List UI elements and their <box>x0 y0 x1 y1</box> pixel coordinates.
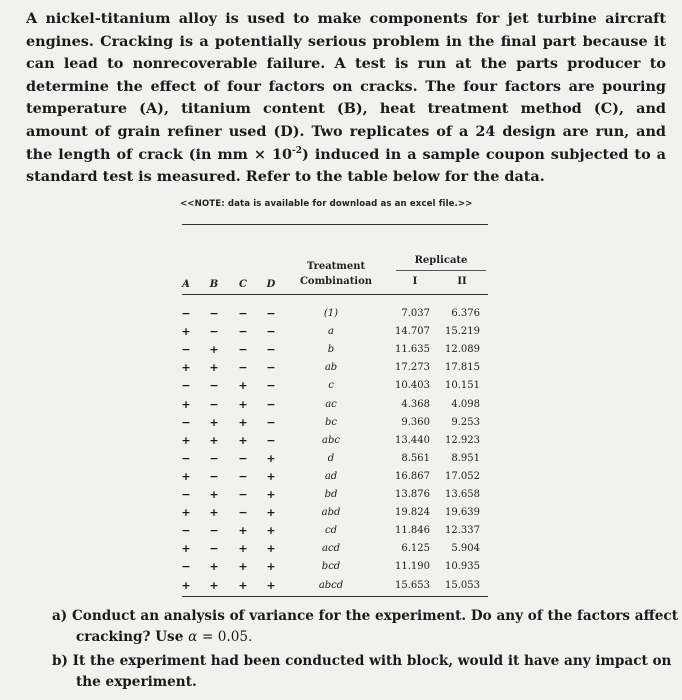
sign-b: + <box>209 343 219 357</box>
sign-d: + <box>266 578 276 592</box>
problem-statement <box>26 8 666 189</box>
sign-a: + <box>181 578 191 592</box>
replicate-1-value: 7.037 <box>401 308 430 319</box>
replicate-1-value: 11.635 <box>395 344 430 356</box>
replicate-2-value: 5.904 <box>451 543 480 555</box>
sign-b: − <box>209 451 219 465</box>
problem-text: A nickel-titanium alloy is used to make components for jet turbine aircraft engines. Cracking is a potentially serious problem in the final part because it can lead to nonrecoverable failure. A test is run at the parts producer to determine the effect of four factors on cracks. The four factors are pouring temperature (A), titanium content (B), heat treatment method (C), and amount of grain refiner used (D). Two replicates of a 24 design are run, and the length of crack (in mm × 10 <box>26 10 666 163</box>
replicate-2-value: 13.658 <box>445 489 480 500</box>
replicate-2-value: 17.815 <box>445 362 480 374</box>
alpha-symbol: α <box>188 629 198 645</box>
sign-d: − <box>266 433 276 447</box>
sign-d: + <box>266 542 276 556</box>
header-d: D <box>266 279 276 290</box>
sign-d: + <box>266 451 276 465</box>
question-b-line2: the experiment. <box>76 674 197 690</box>
sign-a: − <box>181 524 191 538</box>
treatment-combination: abd <box>321 507 341 519</box>
treatment-combination: d <box>327 452 335 464</box>
replicate-2-value: 10.935 <box>445 561 480 573</box>
sign-d: − <box>266 307 276 320</box>
alpha-value: = 0.05. <box>202 629 253 645</box>
sign-b: + <box>209 560 219 574</box>
sign-d: + <box>266 524 276 538</box>
sign-c: + <box>238 524 248 538</box>
treatment-combination: abc <box>322 434 340 446</box>
sign-b: + <box>209 415 219 429</box>
sign-a: + <box>181 433 191 447</box>
sign-d: − <box>266 343 276 357</box>
replicate-2-value: 12.923 <box>445 434 480 446</box>
replicate-1-value: 13.876 <box>395 489 430 500</box>
sign-d: − <box>266 415 276 429</box>
sign-a: − <box>181 560 191 574</box>
sign-c: + <box>238 560 248 574</box>
table-bottom-rule <box>182 596 488 597</box>
header-replicate: Replicate <box>414 255 468 266</box>
sign-a: + <box>181 542 191 556</box>
sign-a: − <box>181 307 191 320</box>
replicate-2-value: 15.053 <box>445 579 480 591</box>
replicate-rule <box>396 270 486 271</box>
replicate-2-value: 6.376 <box>451 308 480 319</box>
sign-b: + <box>209 578 219 592</box>
sign-b: − <box>209 397 219 411</box>
sign-c: − <box>238 488 248 501</box>
treatment-combination: cd <box>324 525 337 537</box>
replicate-1-value: 13.440 <box>395 434 430 446</box>
sign-a: + <box>181 361 191 375</box>
sign-c: − <box>238 325 248 339</box>
sign-a: + <box>181 469 191 483</box>
sign-d: − <box>266 379 276 393</box>
header-rep1: I <box>412 276 418 287</box>
header-rep2: II <box>457 276 467 287</box>
sign-c: − <box>238 361 248 375</box>
treatment-combination: (1) <box>323 308 339 319</box>
sign-b: − <box>209 469 219 483</box>
replicate-1-value: 8.561 <box>401 452 430 464</box>
sign-a: + <box>181 325 191 339</box>
sign-b: + <box>209 506 219 520</box>
sign-b: + <box>209 361 219 375</box>
replicate-1-value: 16.867 <box>395 470 430 482</box>
sign-a: + <box>181 397 191 411</box>
sign-c: − <box>238 451 248 465</box>
replicate-1-value: 9.360 <box>401 416 430 428</box>
sign-a: − <box>181 415 191 429</box>
replicate-1-value: 17.273 <box>395 362 430 374</box>
sign-c: − <box>238 469 248 483</box>
treatment-combination: c <box>328 380 334 392</box>
header-c: C <box>239 279 247 290</box>
treatment-combination: bcd <box>321 561 341 573</box>
replicate-1-value: 19.824 <box>395 507 430 519</box>
sign-d: − <box>266 397 276 411</box>
replicate-2-value: 12.337 <box>445 525 480 537</box>
header-a: A <box>182 279 190 290</box>
sign-b: + <box>209 433 219 447</box>
replicate-1-value: 14.707 <box>395 326 430 338</box>
sign-d: − <box>266 325 276 339</box>
sign-a: + <box>181 506 191 520</box>
sign-a: − <box>181 379 191 393</box>
treatment-combination: a <box>328 326 334 338</box>
replicate-2-value: 10.151 <box>445 380 480 392</box>
sign-a: − <box>181 488 191 501</box>
treatment-combination: ab <box>324 362 338 374</box>
sign-c: − <box>238 506 248 520</box>
treatment-combination: b <box>327 344 335 356</box>
replicate-1-value: 11.190 <box>395 561 430 573</box>
treatment-combination: abcd <box>318 579 344 591</box>
sign-b: − <box>209 542 219 556</box>
excel-note: <<NOTE: data is available for download as an excel file.>> <box>180 199 473 209</box>
treatment-combination: bc <box>324 416 337 428</box>
replicate-2-value: 9.253 <box>451 416 480 428</box>
replicate-1-value: 4.368 <box>401 398 430 410</box>
header-treatment: Treatment <box>306 261 366 272</box>
treatment-combination: ac <box>325 398 337 410</box>
sign-b: + <box>209 488 219 501</box>
sign-a: − <box>181 451 191 465</box>
replicate-2-value: 15.219 <box>445 326 480 338</box>
exponent: -2 <box>292 145 303 156</box>
question-b-line1: b) It the experiment had been conducted with block, would it have any impact on <box>52 653 672 669</box>
replicate-1-value: 11.846 <box>395 525 430 537</box>
table-top-rule <box>182 224 488 225</box>
sign-b: − <box>209 379 219 393</box>
sign-b: − <box>209 307 219 320</box>
sign-c: − <box>238 307 248 320</box>
sign-d: + <box>266 488 276 501</box>
treatment-combination: ad <box>324 470 338 482</box>
question-a-line2 <box>76 627 252 648</box>
replicate-1-value: 6.125 <box>401 543 430 555</box>
replicate-2-value: 12.089 <box>445 344 480 356</box>
sign-c: + <box>238 397 248 411</box>
sign-b: − <box>209 325 219 339</box>
replicate-1-value: 10.403 <box>395 380 430 392</box>
sign-d: + <box>266 506 276 520</box>
question-a-line1: a) Conduct an analysis of variance for the experiment. Do any of the factors affect <box>52 608 678 624</box>
sign-d: − <box>266 361 276 375</box>
table-header-rule <box>182 294 488 295</box>
treatment-combination: acd <box>322 543 340 555</box>
replicate-2-value: 17.052 <box>445 470 480 482</box>
problem-text-end: ) induced in a sample coupon subjected to a standard test is measured. Refer to the table below for the data. <box>26 145 666 186</box>
sign-c: + <box>238 433 248 447</box>
replicate-2-value: 8.951 <box>451 452 480 464</box>
sign-c: + <box>238 542 248 556</box>
replicate-2-value: 19.639 <box>445 507 480 519</box>
replicate-1-value: 15.653 <box>395 579 430 591</box>
sign-c: − <box>238 343 248 357</box>
treatment-combination: bd <box>324 489 338 500</box>
sign-c: + <box>238 379 248 393</box>
sign-d: + <box>266 469 276 483</box>
sign-c: + <box>238 415 248 429</box>
question-a-text: cracking? Use <box>76 629 189 645</box>
replicate-2-value: 4.098 <box>451 398 480 410</box>
sign-b: − <box>209 524 219 538</box>
sign-d: + <box>266 560 276 574</box>
header-combination: Combination <box>299 276 373 287</box>
sign-c: + <box>238 578 248 592</box>
sign-a: − <box>181 343 191 357</box>
header-b: B <box>209 279 219 290</box>
